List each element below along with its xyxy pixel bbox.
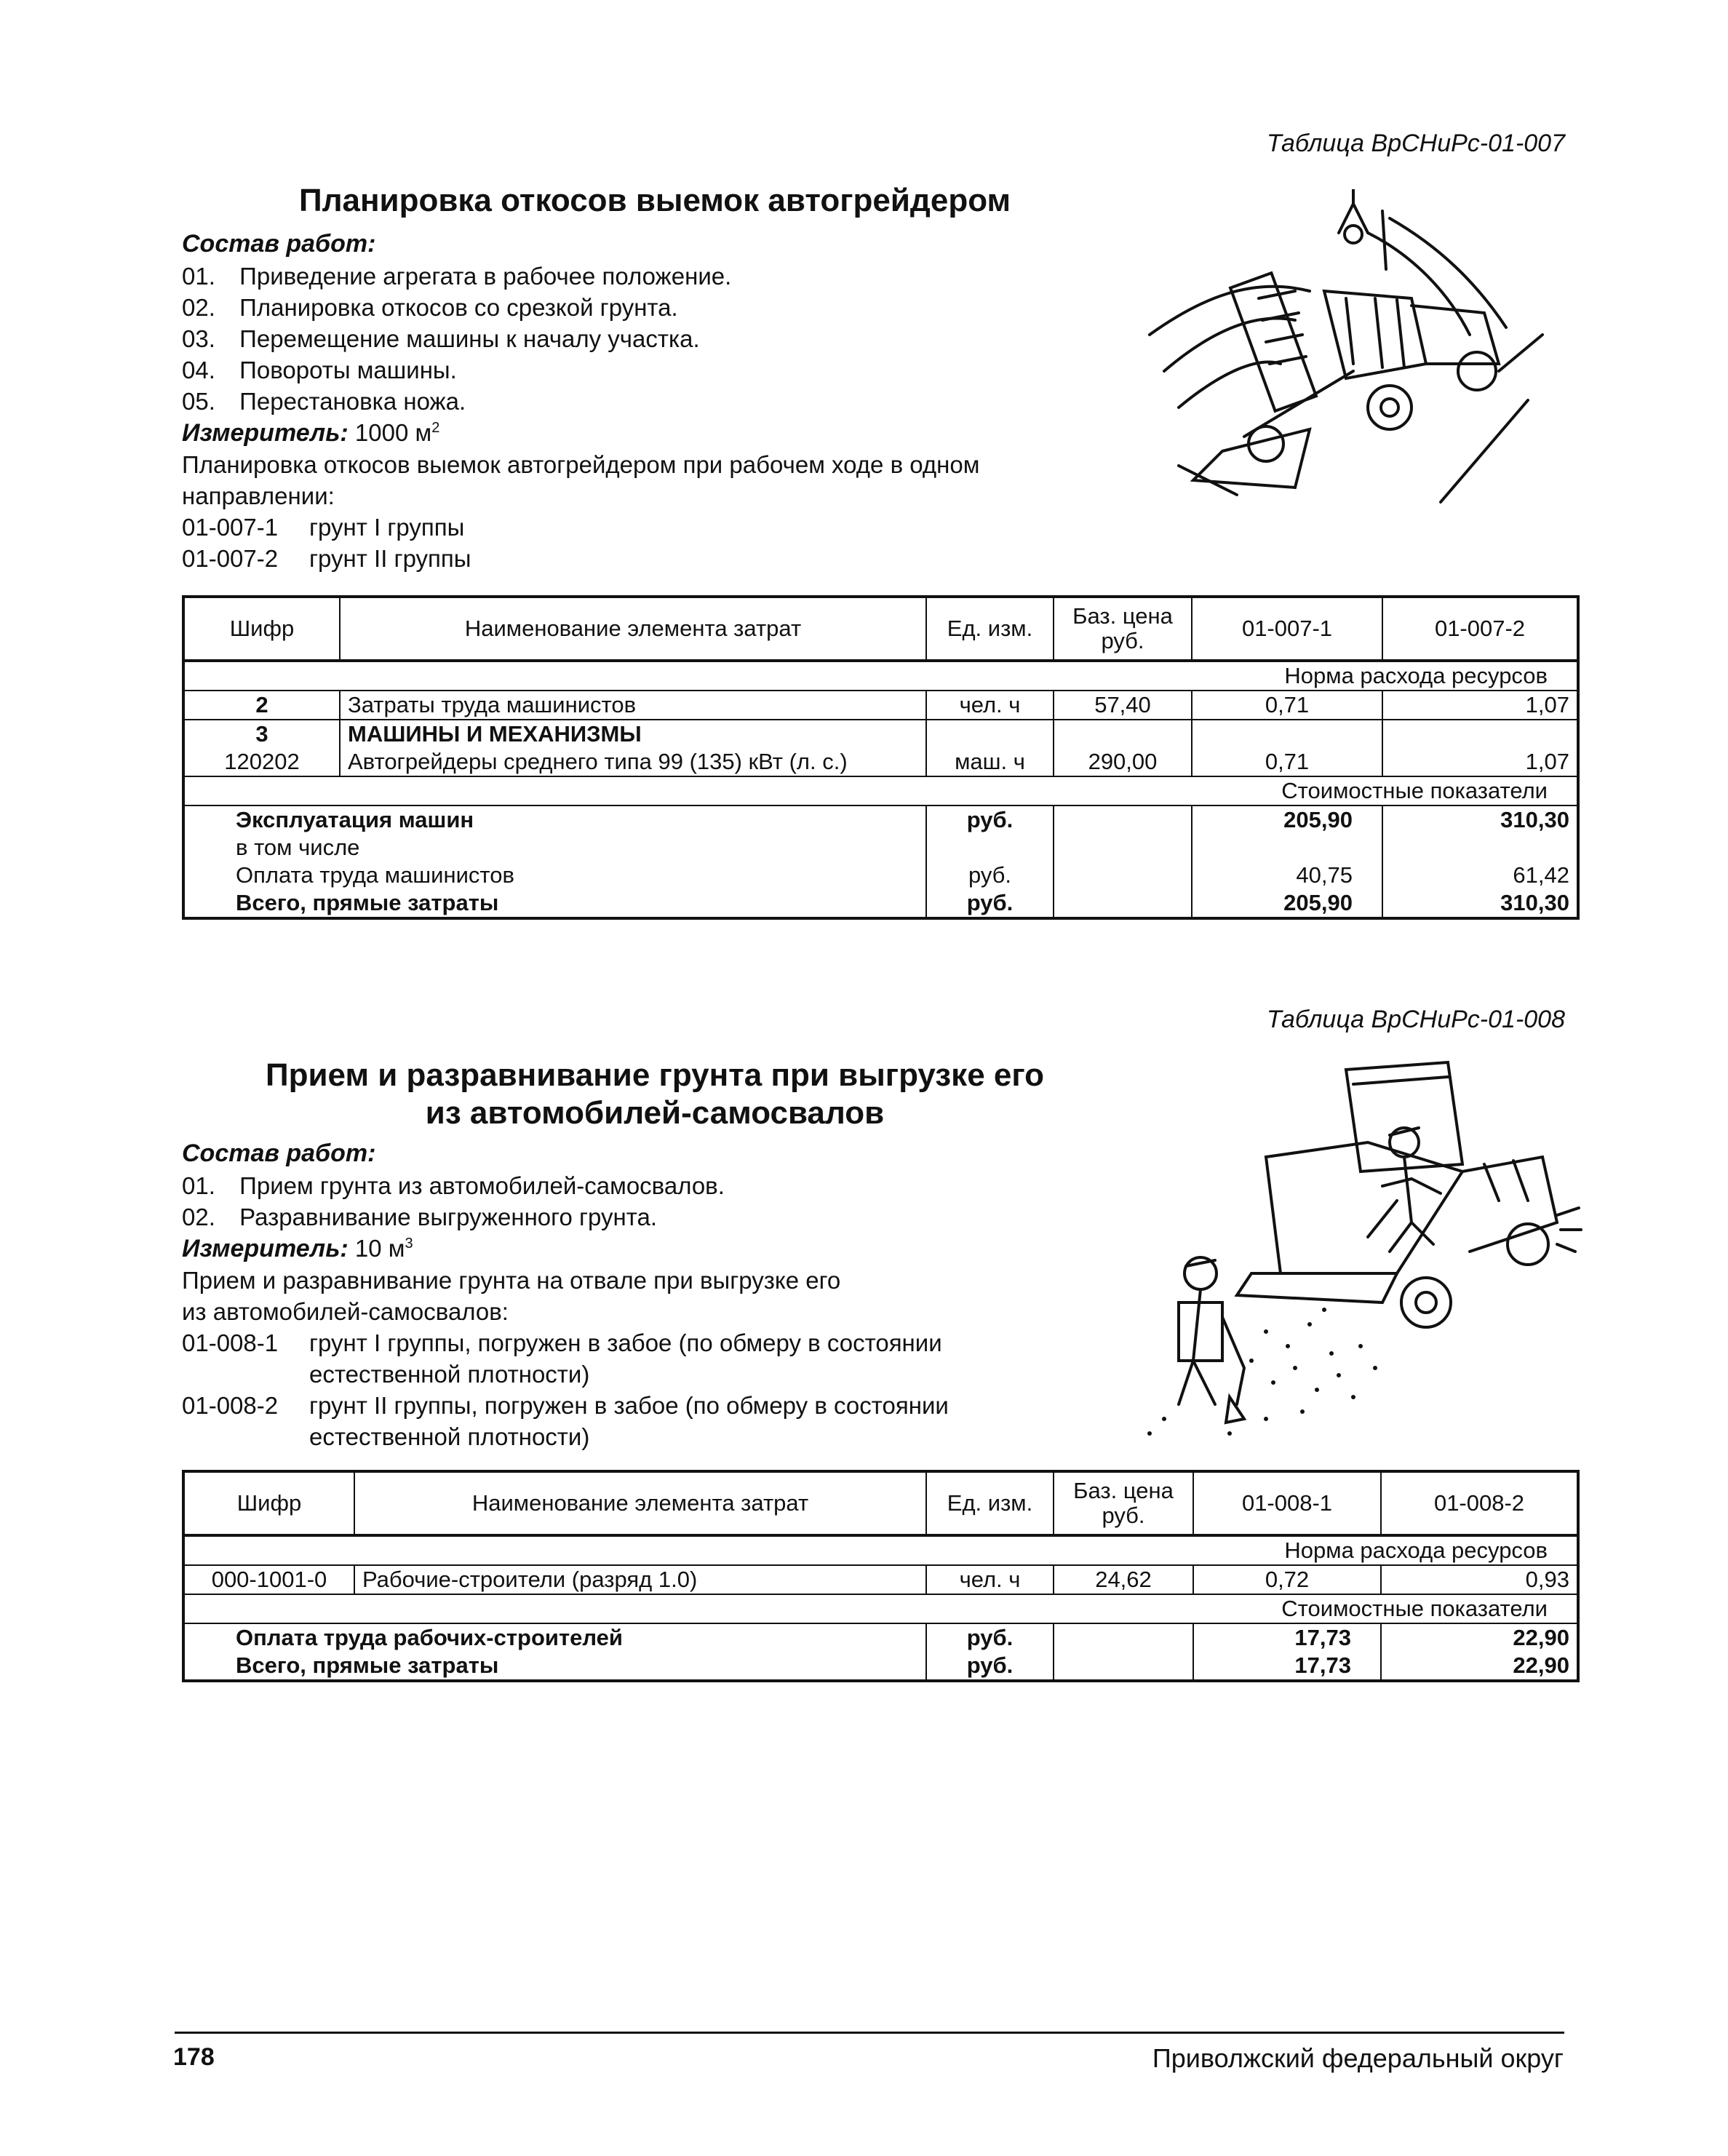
- table-row: в том числе: [183, 834, 1578, 862]
- section-row-norm: Норма расхода ресурсов: [183, 661, 1578, 691]
- header-name: Наименование элемента затрат: [340, 597, 926, 661]
- section-row-cost: Стоимостные показатели: [183, 776, 1578, 805]
- works-label-007: Состав работ:: [182, 230, 376, 258]
- header-code: Шифр: [183, 597, 340, 661]
- works-list-008: [182, 1170, 949, 1452]
- work-item: 04. Повороты машины.: [182, 357, 457, 383]
- variant-item: 01-007-2 грунт II группы: [182, 545, 471, 572]
- header-name: Наименование элемента затрат: [354, 1471, 926, 1535]
- footer-divider: [175, 2032, 1564, 2034]
- table-reference-008: Таблица ВрСНиРс-01-008: [1266, 1006, 1565, 1033]
- work-item: 02. Планировка откосов со срезкой грунта.: [182, 294, 678, 321]
- table-row: 000-1001-0 Рабочие-строители (разряд 1.0) чел. ч 24,62 0,72 0,93: [183, 1565, 1578, 1594]
- table-header-row: [183, 597, 1578, 661]
- section-row-norm: Норма расхода ресурсов: [183, 1535, 1578, 1565]
- table-row: Оплата труда рабочих-строителей руб. 17,73 22,90: [183, 1623, 1578, 1652]
- header-unit: Ед. изм.: [926, 1471, 1054, 1535]
- cost-table-007: [182, 595, 1580, 920]
- work-item: 05. Перестановка ножа.: [182, 388, 466, 415]
- description-line: Планировка откосов выемок автогрейдером при рабочем ходе в одном: [182, 451, 980, 478]
- variant-item: 01-008-1 грунт I группы, погружен в забое (по обмеру в состоянии: [182, 1329, 942, 1356]
- table-reference-007: Таблица ВрСНиРс-01-007: [1266, 130, 1565, 157]
- table-row: Оплата труда машинистов руб. 40,75 61,42: [183, 862, 1578, 889]
- header-price: Баз. цена руб.: [1054, 1471, 1193, 1535]
- variant-item: 01-008-2 грунт II группы, погружен в забое (по обмеру в состоянии: [182, 1392, 949, 1419]
- description-line: направлении:: [182, 482, 335, 509]
- work-item: 02. Разравнивание выгруженного грунта.: [182, 1204, 657, 1230]
- header-variant-2: 01-007-2: [1382, 597, 1578, 661]
- table-header-row: [183, 1471, 1578, 1535]
- meter-line: Измеритель: 1000 $м^2$: [182, 419, 440, 447]
- header-unit: Ед. изм.: [926, 597, 1054, 661]
- table-row: Эксплуатация машин руб. 205,90 310,30: [183, 805, 1578, 834]
- motor-grader-illustration: [1135, 189, 1572, 553]
- variant-item-continued: естественной плотности): [309, 1423, 590, 1450]
- work-item: 03. Перемещение машины к началу участка.: [182, 325, 700, 352]
- table-row: 120202 Автогрейдеры среднего типа 99 (135) кВт (л. с.) маш. ч 290,00 0,71 1,07: [183, 748, 1578, 776]
- section-row-cost: Стоимостные показатели: [183, 1594, 1578, 1623]
- table-row: 3 МАШИНЫ И МЕХАНИЗМЫ: [183, 720, 1578, 748]
- dump-truck-workers-illustration: [1120, 1055, 1586, 1455]
- table-row: Всего, прямые затраты руб. 205,90 310,30: [183, 889, 1578, 918]
- works-list-007: [182, 260, 979, 574]
- table-row: Всего, прямые затраты руб. 17,73 22,90: [183, 1652, 1578, 1681]
- header-variant-2: 01-008-2: [1381, 1471, 1578, 1535]
- header-code: Шифр: [183, 1471, 354, 1535]
- cost-table-008: [182, 1470, 1580, 1682]
- variant-item: 01-007-1 грунт I группы: [182, 514, 465, 541]
- description-line: Прием и разравнивание грунта на отвале при выгрузке его: [182, 1267, 841, 1294]
- header-price: Баз. цена руб.: [1054, 597, 1192, 661]
- description-line: из автомобилей-самосвалов:: [182, 1298, 509, 1325]
- header-variant-1: 01-007-1: [1192, 597, 1382, 661]
- variant-item-continued: естественной плотности): [309, 1361, 590, 1388]
- work-item: 01. Приведение агрегата в рабочее положение.: [182, 263, 732, 290]
- work-item: 01. Прием грунта из автомобилей-самосвалов.: [182, 1172, 725, 1199]
- table-row: 2 Затраты труда машинистов чел. ч 57,40 0,71 1,07: [183, 691, 1578, 720]
- page-number: 178: [173, 2043, 215, 2071]
- section-title-008: Прием и разравнивание грунта при выгрузке его из автомобилей-самосвалов: [266, 1057, 1044, 1131]
- footer-region: Приволжский федеральный округ: [1152, 2043, 1564, 2073]
- meter-line: Измеритель: 10 $м^3$: [182, 1235, 413, 1262]
- section-title-007: Планировка откосов выемок автогрейдером: [298, 183, 1011, 218]
- header-variant-1: 01-008-1: [1193, 1471, 1381, 1535]
- works-label-008: Состав работ:: [182, 1139, 376, 1167]
